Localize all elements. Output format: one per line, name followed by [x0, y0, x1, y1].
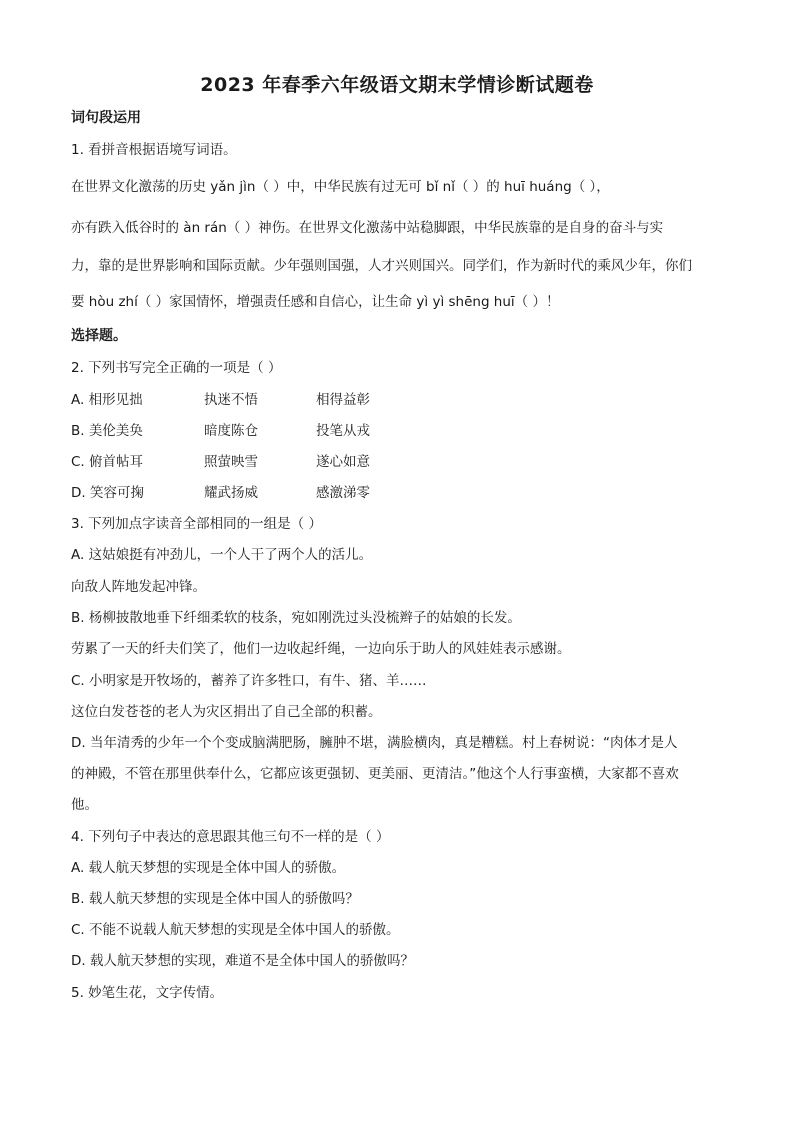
question-2-option-c-word-3: 遂心如意 [316, 454, 370, 470]
page-title: 2023 年春季六年级语文期末学情诊断试题卷 [200, 74, 594, 96]
section-heading-choice: 选择题。 [71, 328, 127, 344]
question-3-stem: 3. 下列加点字读音全部相同的一组是（ ） [71, 516, 322, 532]
question-2-option-b-word-3: 投笔从戎 [316, 423, 370, 439]
question-2-option-c: C. 俯首帖耳 [71, 454, 144, 470]
question-4-option-d: D. 载人航天梦想的实现，难道不是全体中国人的骄傲吗？ [71, 953, 414, 969]
section-heading-vocabulary: 词句段运用 [71, 110, 141, 126]
question-2-option-b: B. 美伦美奂 [71, 423, 143, 439]
question-2-option-a-word-3: 相得益彰 [316, 392, 370, 408]
question-2-option-c-word-2: 照萤映雪 [204, 454, 258, 470]
question-3-line: B. 杨柳披散地垂下纤细柔软的枝条，宛如刚洗过头没梳辫子的姑娘的长发。 [71, 610, 521, 626]
question-2-option-a: A. 相形见拙 [71, 392, 143, 408]
question-1-line-4: 要 hòu zhí（ ）家国情怀，增强责任感和自信心，让生命 yì yì shēng huī（ ）！ [71, 294, 560, 310]
question-3-line: 这位白发苍苍的老人为灾区捐出了自己全部的积蓄。 [71, 704, 382, 720]
question-3-line: 向敌人阵地发起冲锋。 [71, 579, 206, 595]
question-1-line-1: 在世界文化激荡的历史 yǎn jìn（ ）中，中华民族有过无可 bǐ nǐ（ ）的 huī huáng（ ）， [71, 179, 610, 195]
question-1-stem: 1. 看拼音根据语境写词语。 [71, 142, 237, 158]
question-2-stem: 2. 下列书写完全正确的一项是（ ） [71, 360, 282, 376]
question-3-line: 劳累了一天的纤夫们笑了，他们一边收起纤绳，一边向乐于助人的风娃娃表示感谢。 [71, 641, 571, 657]
question-3-line: 的神殿，不管在那里供奉什么，它都应该更强韧、更美丽、更清洁。”他这个人行事蛮横，大家都不喜欢 [71, 766, 679, 782]
question-5-stem: 5. 妙笔生花，文字传情。 [71, 985, 224, 1001]
question-4-stem: 4. 下列句子中表达的意思跟其他三句不一样的是（ ） [71, 829, 390, 845]
question-3-line: A. 这姑娘挺有冲劲儿，一个人干了两个人的活儿。 [71, 547, 373, 563]
question-2-option-a-word-2: 执迷不悟 [204, 392, 258, 408]
question-4-option-a: A. 载人航天梦想的实现是全体中国人的骄傲。 [71, 860, 346, 876]
question-2-option-d-word-3: 感激涕零 [316, 485, 370, 501]
question-4-option-c: C. 不能不说载人航天梦想的实现是全体中国人的骄傲。 [71, 922, 400, 938]
question-2-option-b-word-2: 暗度陈仓 [204, 423, 258, 439]
question-3-line: 他。 [71, 797, 98, 813]
question-2-option-d: D. 笑容可掬 [71, 485, 144, 501]
question-2-option-d-word-2: 耀武扬威 [204, 485, 258, 501]
question-4-option-b: B. 载人航天梦想的实现是全体中国人的骄傲吗？ [71, 891, 359, 907]
question-1-line-3: 力，靠的是世界影响和国际贡献。少年强则国强，人才兴则国兴。同学们，作为新时代的乘风少年，你们 [71, 258, 692, 274]
question-3-line: C. 小明家是开牧场的，蓄养了许多牲口，有牛、猪、羊…… [71, 673, 427, 689]
question-1-line-2: 亦有跌入低谷时的 àn rán（ ）神伤。在世界文化激荡中站稳脚跟，中华民族靠的是自身的奋斗与实 [71, 220, 664, 236]
question-3-line: D. 当年清秀的少年一个个变成脑满肥肠，臃肿不堪，满脸横肉，真是糟糕。村上春树说：“肉体才是人 [71, 735, 678, 751]
